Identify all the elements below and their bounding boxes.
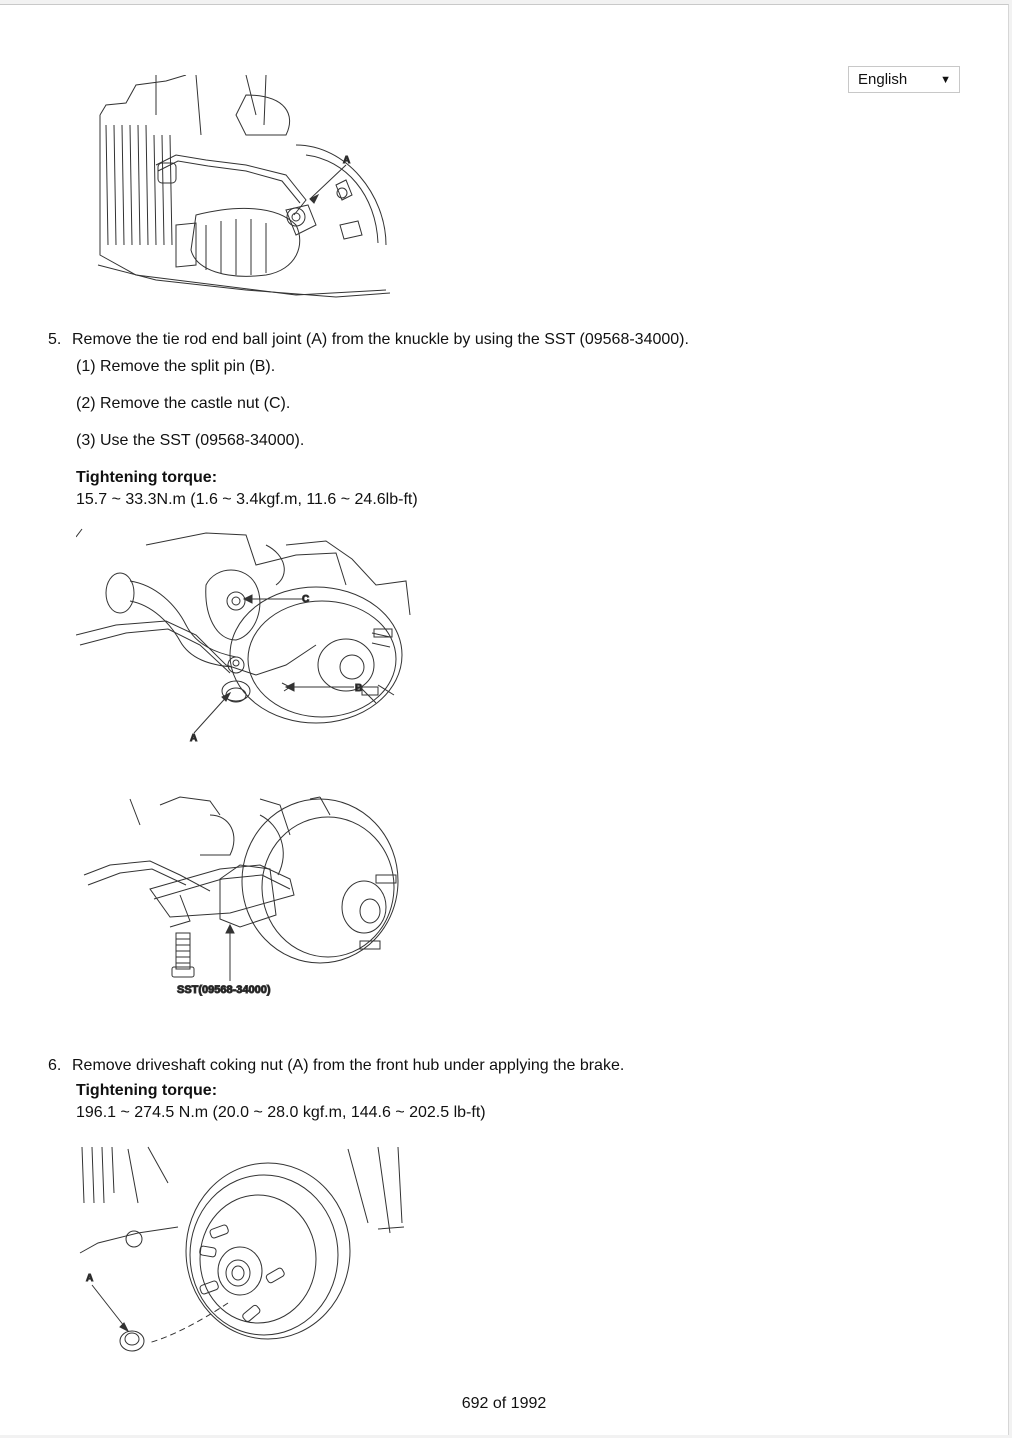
- torque-label: Tightening torque:: [76, 1082, 218, 1099]
- substep: (1) Remove the split pin (B).: [76, 358, 276, 375]
- callout-label: A: [343, 155, 351, 166]
- torque-value: 196.1 ~ 274.5 N.m (20.0 ~ 28.0 kgf.m, 144.6 ~ 202.5 lb-ft): [76, 1104, 486, 1121]
- figure-wheel-speed-sensor-cable: [96, 75, 392, 303]
- step-number: 5.: [48, 331, 62, 348]
- step-5: [48, 330, 689, 350]
- step-number: 6.: [48, 1057, 62, 1074]
- step-6: [48, 1056, 624, 1076]
- sst-label: SST(09568-34000): [177, 984, 271, 996]
- substep: (2) Remove the castle nut (C).: [76, 395, 291, 412]
- torque-label: Tightening torque:: [76, 469, 218, 486]
- figure-tie-rod-end: [76, 525, 412, 749]
- language-select-value: English: [858, 71, 908, 88]
- step-text: Remove driveshaft coking nut (A) from the front hub under applying the brake.: [72, 1057, 625, 1074]
- callout-label: A: [190, 733, 198, 744]
- callout-label: C: [302, 594, 310, 605]
- callout-label: B: [355, 683, 363, 694]
- figure-front-hub-nut: [78, 1143, 408, 1359]
- callout-label: A: [86, 1273, 94, 1284]
- figure-sst-ball-joint-puller: [80, 795, 410, 997]
- step-text: Remove the tie rod end ball joint (A) from the knuckle by using the SST (09568-34000).: [72, 331, 689, 348]
- language-select[interactable]: [848, 66, 960, 93]
- document-page: [0, 4, 1009, 1435]
- substep: (3) Use the SST (09568-34000).: [76, 432, 305, 449]
- dropdown-arrow-icon: ▼: [940, 73, 951, 86]
- page-indicator: 692 of 1992: [461, 1395, 547, 1412]
- torque-value: 15.7 ~ 33.3N.m (1.6 ~ 3.4kgf.m, 11.6 ~ 24.6lb-ft): [76, 491, 418, 508]
